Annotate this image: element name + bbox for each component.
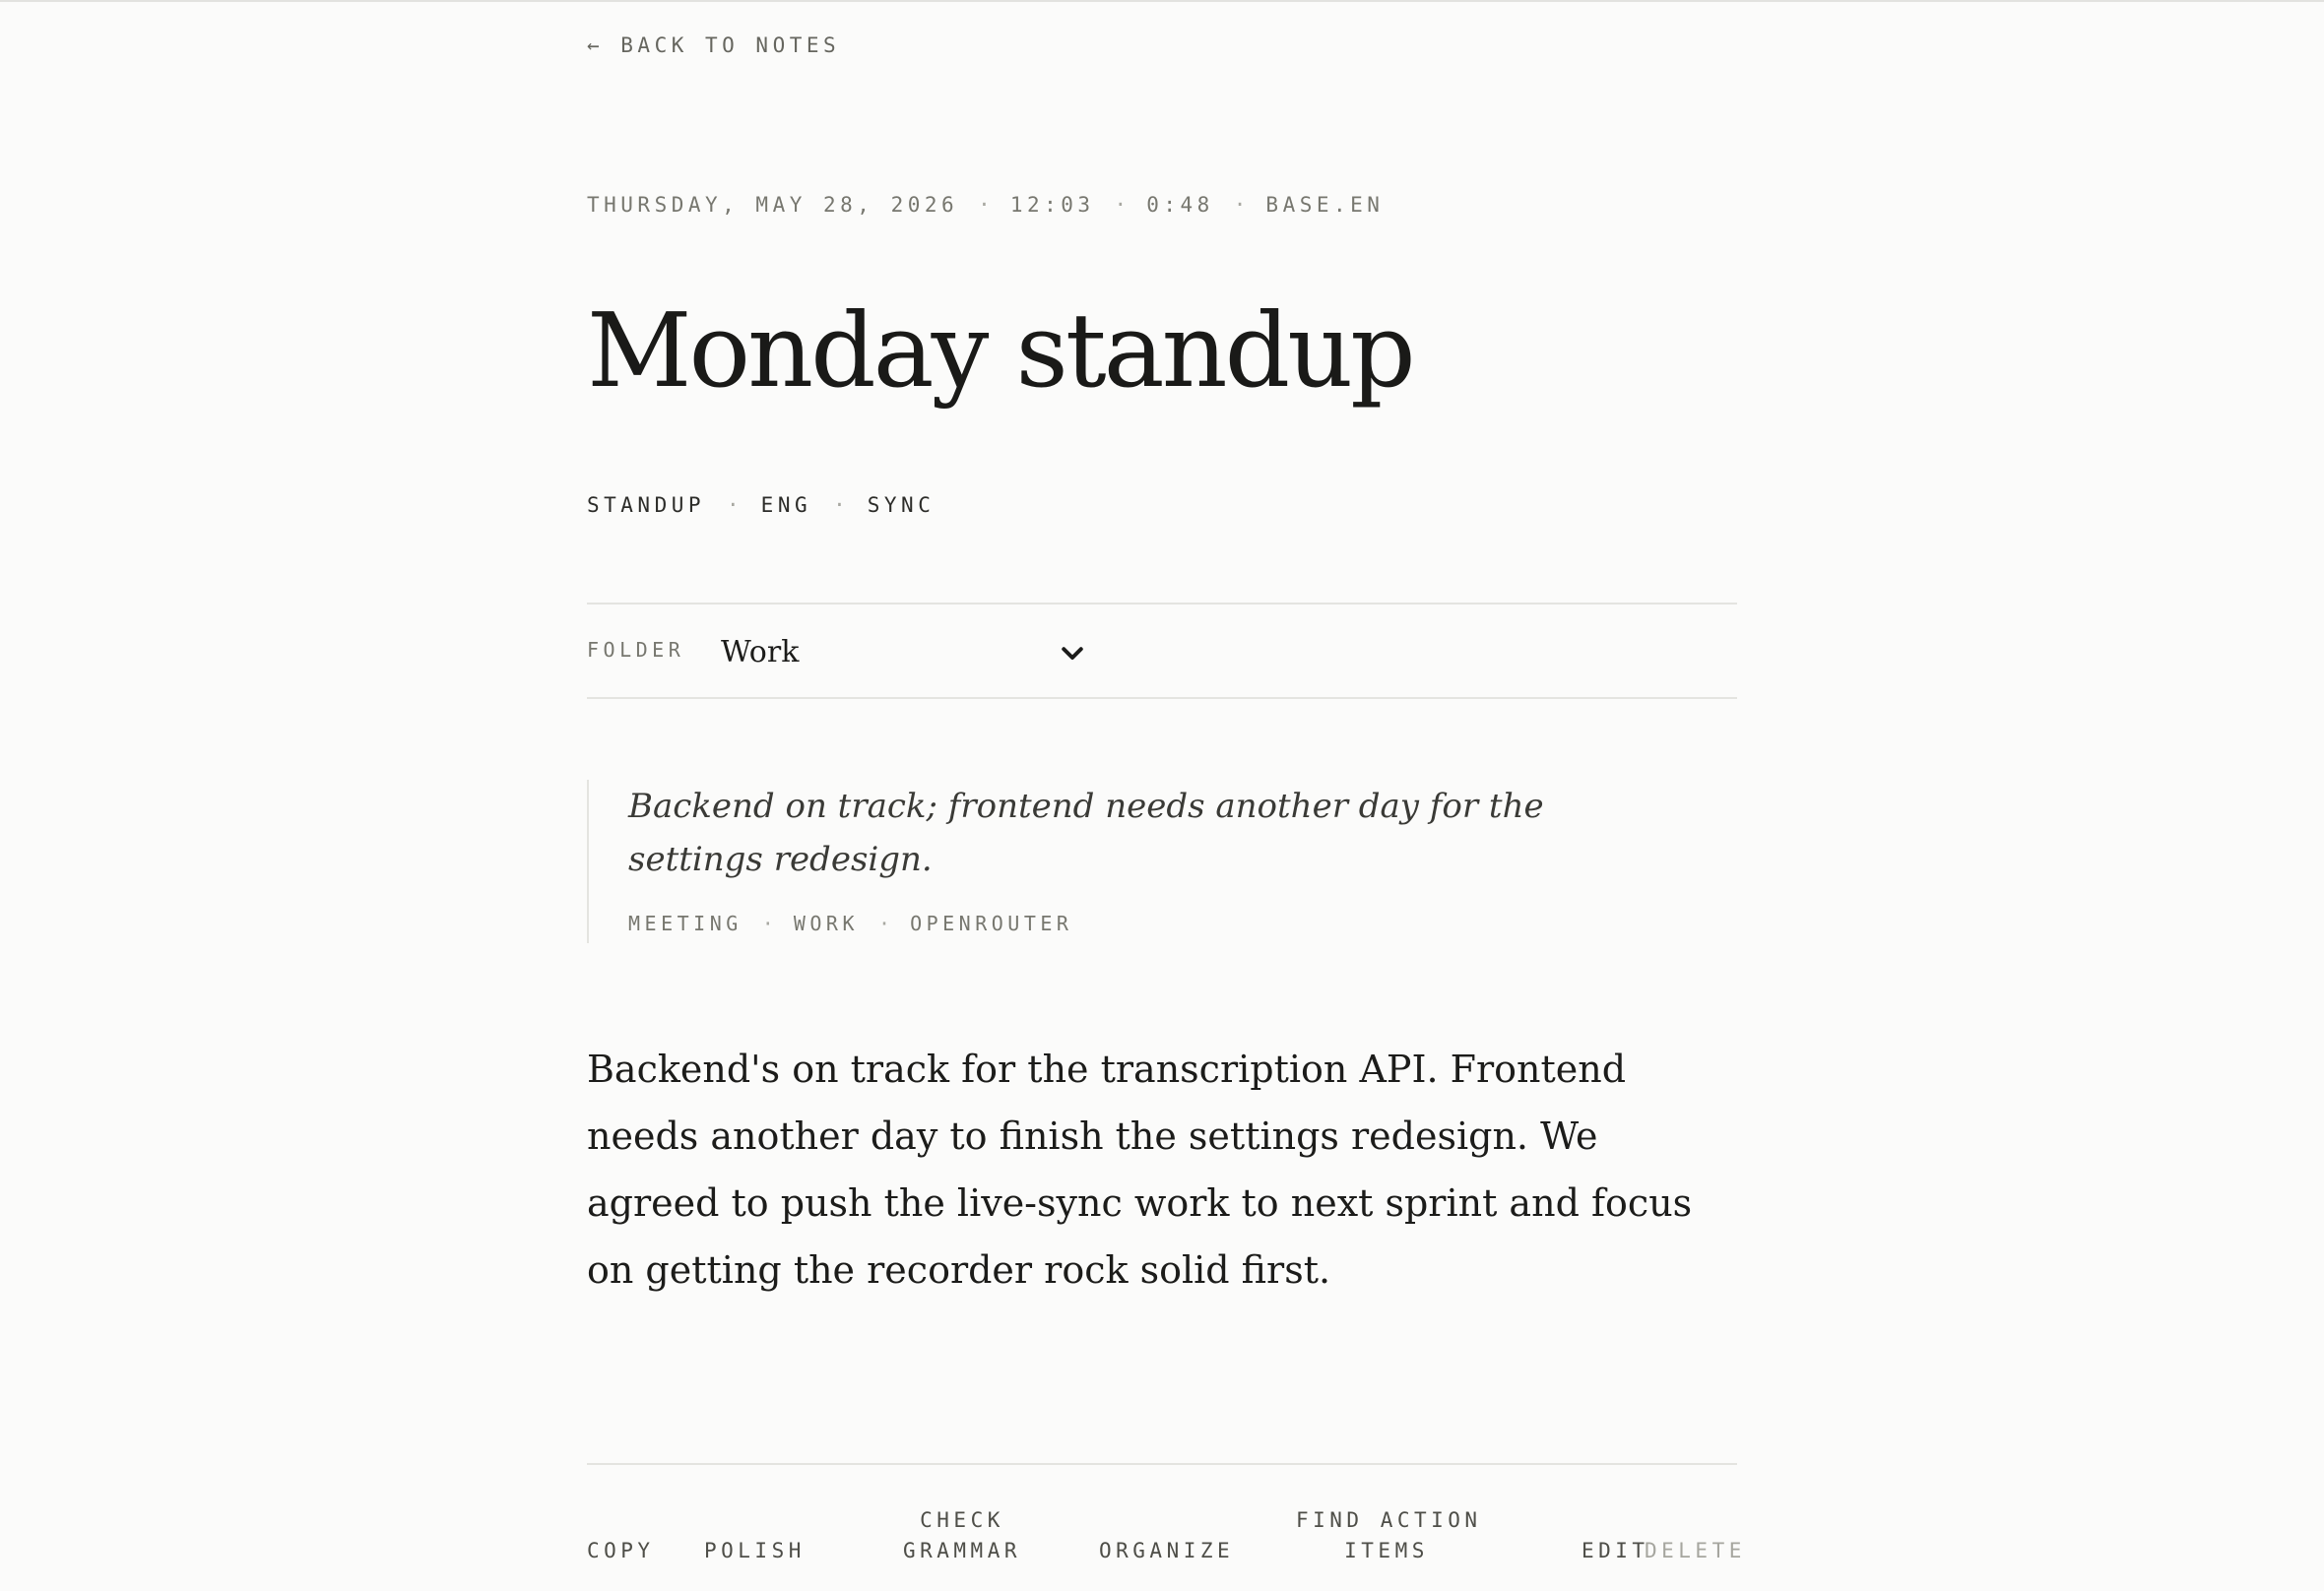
- find-action-items-button[interactable]: [1296, 1505, 1482, 1566]
- note-title: Monday standup: [587, 290, 1413, 411]
- organize-button[interactable]: ORGANIZE: [1099, 1539, 1235, 1562]
- polish-button[interactable]: POLISH: [704, 1539, 806, 1562]
- tag-separator: ·: [833, 493, 846, 517]
- copy-button[interactable]: COPY: [587, 1539, 655, 1562]
- tag-standup[interactable]: STANDUP: [587, 493, 706, 517]
- delete-button[interactable]: DELETE: [1645, 1539, 1746, 1562]
- note-tags: [587, 493, 935, 517]
- meta-time: 12:03: [1009, 193, 1095, 217]
- summary-tag-work: WORK: [793, 912, 860, 935]
- meta-duration: 0:48: [1146, 193, 1214, 217]
- summary-tag-openrouter: OPENROUTER: [910, 912, 1073, 935]
- meta-separator: ·: [1114, 193, 1128, 217]
- tag-separator: ·: [727, 493, 740, 517]
- back-to-notes-link[interactable]: ← BACK TO NOTES: [587, 33, 841, 57]
- note-body[interactable]: Backend's on track for the transcription API. Frontend needs another day to finish the settings redesign. We agreed to push the live-sync work to next sprint and focus on getting the recorder rock solid first.: [587, 1048, 1693, 1292]
- check-grammar-label-line2: GRAMMAR: [902, 1539, 1021, 1562]
- folder-value: Work: [721, 635, 800, 669]
- find-action-items-label-line2: ITEMS: [1344, 1539, 1429, 1562]
- divider: [587, 603, 1737, 605]
- find-action-items-label-line1: FIND ACTION: [1296, 1508, 1482, 1532]
- meta-date: THURSDAY, MAY 28, 2026: [587, 193, 959, 217]
- meta-separator: ·: [978, 193, 991, 217]
- note-summary: [587, 780, 1670, 943]
- meta-separator: ·: [1233, 193, 1247, 217]
- tag-separator: ·: [878, 912, 891, 935]
- folder-label: FOLDER: [587, 638, 685, 662]
- check-grammar-label-line1: CHECK: [920, 1508, 1004, 1532]
- summary-tags: [628, 912, 1072, 935]
- chevron-down-icon: [1058, 638, 1087, 668]
- note-meta: [587, 193, 1384, 217]
- action-bar: [587, 1508, 1746, 1591]
- divider: [587, 1463, 1737, 1465]
- top-border: [0, 0, 2324, 2]
- divider: [587, 697, 1737, 699]
- summary-text: Backend on track; frontend needs another day for the settings redesign.: [628, 787, 1544, 879]
- meta-model: BASE.EN: [1265, 193, 1385, 217]
- tag-eng[interactable]: ENG: [760, 493, 812, 517]
- check-grammar-button[interactable]: [888, 1505, 1036, 1566]
- folder-select[interactable]: [721, 630, 1154, 677]
- tag-separator: ·: [761, 912, 774, 935]
- edit-button[interactable]: EDIT: [1582, 1539, 1649, 1562]
- tag-sync[interactable]: SYNC: [867, 493, 936, 517]
- summary-tag-meeting: MEETING: [628, 912, 742, 935]
